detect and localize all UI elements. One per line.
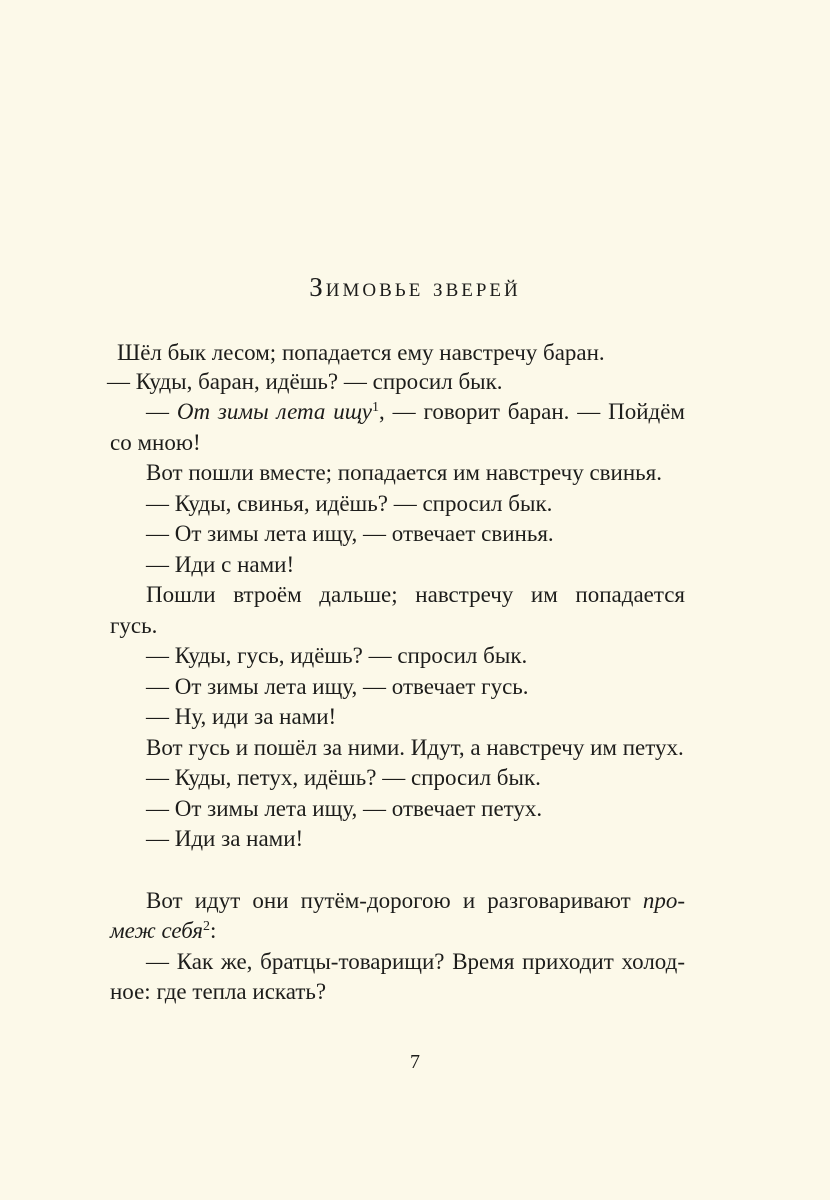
text-line: — Куды, петух, идёшь? — спросил бык. [146, 765, 541, 790]
page-number: 7 [410, 1051, 420, 1073]
text-line: — Ну, иди за нами! [146, 704, 337, 729]
text-line: — Куды, свинья, идёшь? — спросил бык. [146, 491, 553, 516]
text-line: — От зимы лета ищу, — отвечает гусь. [146, 674, 529, 699]
footnote-marker: 1 [372, 400, 380, 415]
text-line: Вот гусь и пошёл за ними. Идут, а навстречу им петух. [146, 735, 684, 760]
text-line: со мною! [110, 430, 201, 455]
italic-phrase: От зимы лета ищу [176, 399, 373, 424]
text-line: Пошли втроём дальше; навстречу им попадается [146, 582, 685, 607]
text-line: — Как же, братцы-товарищи? Время приходит холод- [146, 949, 685, 974]
text-line: — От зимы лета ищу, — отвечает свинья. [146, 521, 554, 546]
chapter-title: Зимовье зверей [309, 272, 521, 302]
text-line: — Куды, гусь, идёшь? — спросил бык. [146, 643, 528, 668]
footnote-marker: 2 [202, 919, 210, 934]
text-line: — Куды, баран, идёшь? — спросил бык. [107, 369, 503, 394]
text-line: — От зимы лета ищу$^1$, — говорит баран. — Пойдём [146, 399, 685, 424]
text-line: Вот пошли вместе; попадается им навстречу свинья. [146, 460, 662, 485]
text-line: гусь. [110, 613, 158, 638]
text-line: — От зимы лета ищу, — отвечает петух. [146, 796, 543, 821]
italic-phrase: про- [642, 888, 685, 913]
text-line: меж себя$^2$: [110, 918, 217, 943]
text-line: Вот идут они путём-дорогою и разговаривают про- [146, 888, 685, 913]
text-line: — Иди за нами! [146, 826, 304, 851]
italic-phrase: меж себя [110, 918, 203, 943]
text-line: Шёл бык лесом; попадается ему навстречу баран. [117, 340, 605, 365]
text-line: — Иди с нами! [146, 552, 295, 577]
text-line: ное: где тепла искать? [110, 979, 327, 1004]
